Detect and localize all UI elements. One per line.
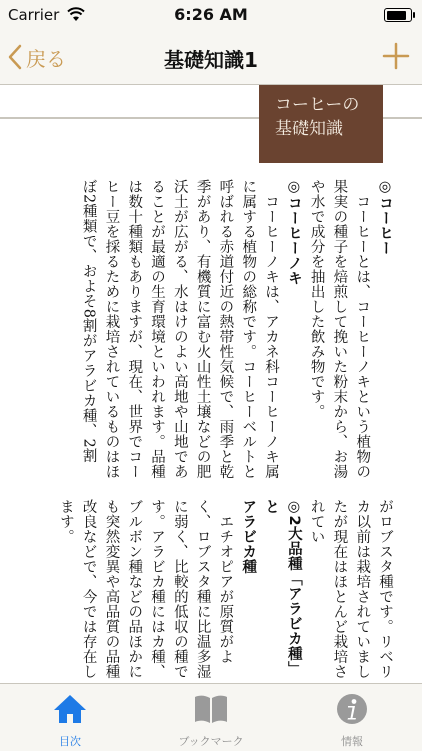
carrier-label: Carrier [8,6,60,24]
battery-icon [384,8,412,22]
section-body-continued: がロブスタ種です。リベリカ以前は栽培されていましたが現在はほとんど栽培されてい [308,499,393,679]
plus-icon[interactable] [382,42,410,70]
tab-info[interactable] [282,684,422,751]
article-content[interactable] [0,85,422,683]
section-heading-varieties: ◎2大品種「アラビカ種」と [263,499,302,677]
section-body-arabica: エチオピアが原質がよく、ロブスタ種に比温多湿に弱く、比較的低収の種です。アラビカ種にはカ種、ブルボン種などの品ほかにも突然変異や高品質の品種改良などで、今では存在します。 [57,499,234,679]
status-bar [0,0,422,30]
tab-bar [0,683,422,751]
article-text-upper [77,179,396,489]
navigation-bar [0,30,422,85]
info-icon [334,692,370,726]
tab-contents[interactable] [0,684,140,751]
home-icon [52,692,88,726]
section-body-coffee: コーヒーとは、コーヒーノキという植物の果実の種子を焙煎して挽いた粉末から、お湯や水で成分を抽出した飲み物です。 [308,179,371,479]
tab-label-bookmark: ブックマーク [178,735,244,748]
section-heading-tree: ◎コーヒーノキ [285,179,302,286]
status-time: 6:26 AM [174,5,248,24]
chapter-heading [259,85,383,163]
tab-label-info: 情報 [341,735,363,748]
chapter-heading-line1: コーヒーの [275,95,360,115]
tab-label-contents: 目次 [59,735,81,748]
section-body-tree: コーヒーノキは、アカネ科コーヒーノキ属に属する植物の総称です。コーヒーベルトと呼ばれる赤道付近の熱帯性気候で、雨季と乾季があり、有機質に富む火山性土壌などの肥沃土が広がる、水はけのよい高地や山地であることが最適の生育環境といわれます。品種は数十種類もありますが、現在、世界でコーヒー豆を採るために栽培されているものはほぼ2種類で、およそ8割がアラビカ種、2割 [80,179,280,479]
page-title: 基礎知識1 [164,48,258,72]
back-label: 戻る [26,46,66,71]
chapter-heading-line2: 基礎知識 [275,119,343,139]
book-icon [193,692,229,726]
tab-bookmark[interactable] [141,684,281,751]
article-text-lower [54,499,396,683]
section-heading-arabica: アラビカ種 [240,499,257,574]
section-heading-coffee: ◎コーヒー [377,179,393,256]
